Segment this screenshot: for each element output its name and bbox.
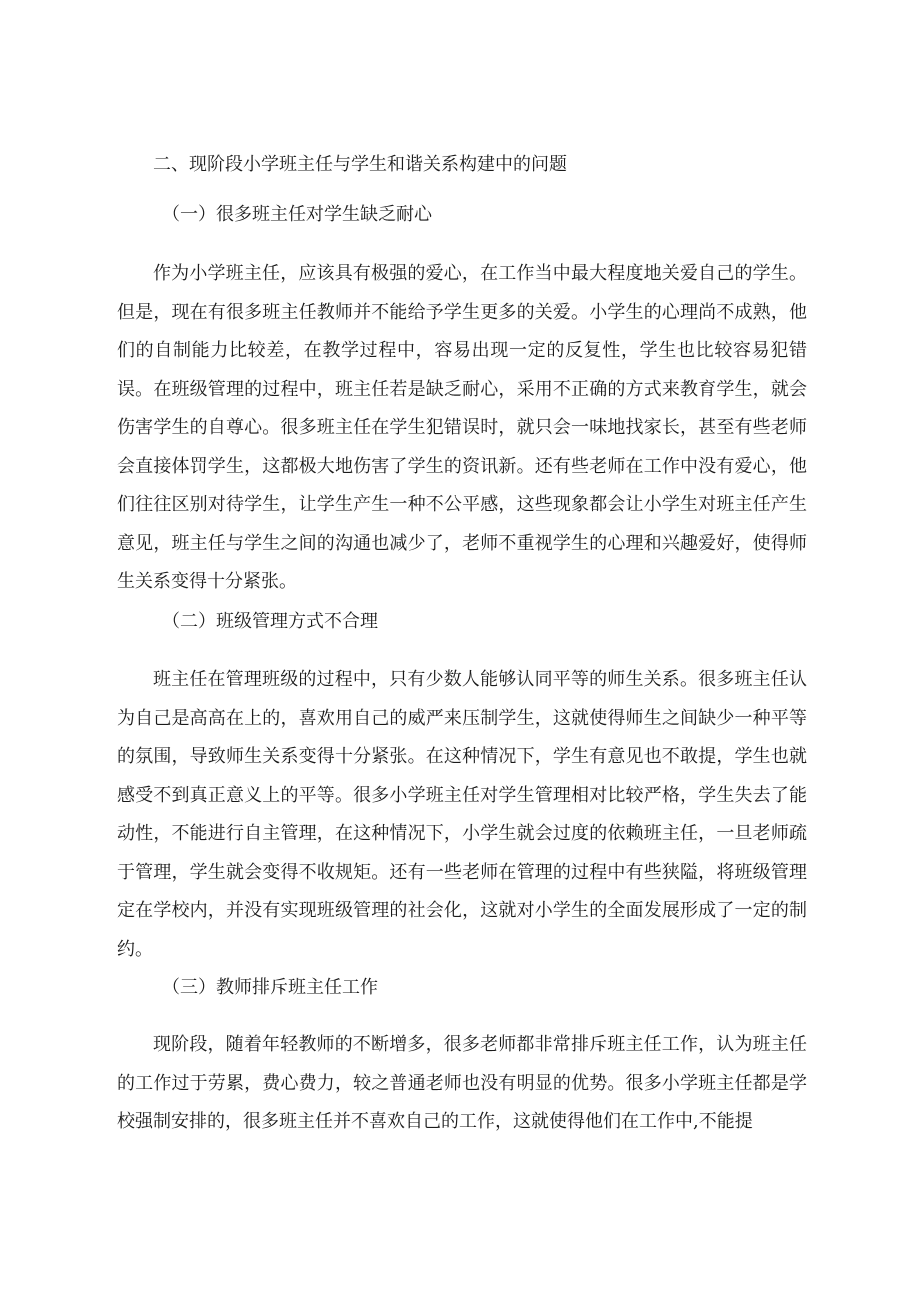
- subsection-heading-3: （三）教师排斥班主任工作: [162, 977, 378, 998]
- subsection-heading-1: （一）很多班主任对学生缺乏耐心: [162, 204, 432, 225]
- paragraph-1: 作为小学班主任，应该具有极强的爱心，在工作当中最大程度地关爱自己的学生。但是，现在有很多班主任教师并不能给予学生更多的关爱。小学生的心理尚不成熟，他们的自制能力比较差，在教学过程中，容易出现一定的反复性，学生也比较容易犯错误。在班级管理的过程中，班主任若是缺乏耐心，采用不正确的方式来教育学生，就会伤害学生的自尊心。很多班主任在学生犯错误时，就只会一味地找家长，甚至有些老师会直接体罚学生，这都极大地伤害了学生的资讯新。还有些老师在工作中没有爱心，他们往往区别对待学生，让学生产生一种不公平感，这些现象都会让小学生对班主任产生意见，班主任与学生之间的沟通也减少了，老师不重视学生的心理和兴趣爱好，使得师生关系变得十分紧张。: [117, 263, 807, 592]
- subsection-heading-2: （二）班级管理方式不合理: [162, 611, 378, 632]
- section-title: 二、现阶段小学班主任与学生和谐关系构建中的问题: [153, 154, 567, 175]
- paragraph-3: 现阶段，随着年轻教师的不断增多，很多老师都非常排斥班主任工作，认为班主任的工作过于劳累，费心费力，较之普通老师也没有明显的优势。很多小学班主任都是学校强制安排的，很多班主任并不喜欢自己的工作，这就使得他们在工作中,不能提: [117, 1034, 807, 1132]
- paragraph-2: 班主任在管理班级的过程中，只有少数人能够认同平等的师生关系。很多班主任认为自己是高高在上的，喜欢用自己的威严来压制学生，这就使得师生之间缺少一种平等的氛围，导致师生关系变得十分紧张。在这种情况下，学生有意见也不敢提，学生也就感受不到真正意义上的平等。很多小学班主任对学生管理相对比较严格，学生失去了能动性，不能进行自主管理，在这种情况下，小学生就会过度的依赖班主任，一旦老师疏于管理，学生就会变得不收规矩。还有一些老师在管理的过程中有些狭隘，将班级管理定在学校内，并没有实现班级管理的社会化，这就对小学生的全面发展形成了一定的制约。: [117, 669, 807, 960]
